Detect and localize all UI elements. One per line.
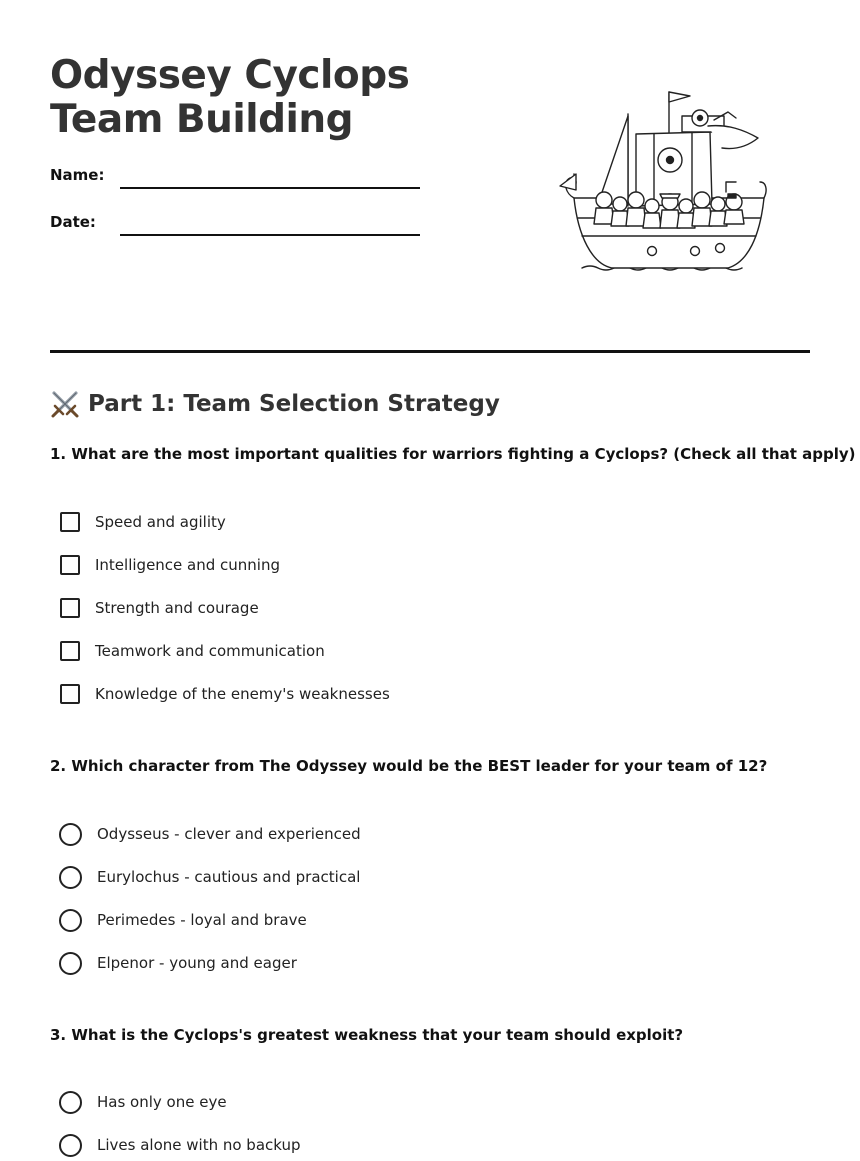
page-title: Odyssey Cyclops Team Building: [50, 53, 410, 142]
option-label: Speed and agility: [95, 513, 226, 531]
radio-button[interactable]: [59, 1091, 82, 1114]
q1-option-4[interactable]: [60, 638, 325, 664]
q2-option-3[interactable]: [60, 907, 307, 933]
option-label: Has only one eye: [97, 1093, 227, 1111]
radio-button[interactable]: [59, 823, 82, 846]
radio-button[interactable]: [59, 952, 82, 975]
option-label: Elpenor - young and eager: [97, 954, 297, 972]
radio-button[interactable]: [59, 1134, 82, 1157]
option-label: Eurylochus - cautious and practical: [97, 868, 361, 886]
question-1: 1. What are the most important qualities for warriors fighting a Cyclops? (Check all that apply): [50, 445, 856, 463]
option-label: Strength and courage: [95, 599, 259, 617]
checkbox[interactable]: [60, 555, 80, 575]
q1-option-5[interactable]: [60, 681, 390, 707]
q1-option-2[interactable]: [60, 552, 280, 578]
part1-heading: [50, 388, 500, 420]
section-divider: [50, 350, 810, 353]
checkbox[interactable]: [60, 684, 80, 704]
option-label: Lives alone with no backup: [97, 1136, 301, 1154]
option-label: Odysseus - clever and experienced: [97, 825, 361, 843]
q2-option-1[interactable]: [60, 821, 361, 847]
q3-option-1[interactable]: [60, 1089, 227, 1115]
ship-with-crew-icon: [552, 86, 768, 276]
checkbox[interactable]: [60, 641, 80, 661]
radio-button[interactable]: [59, 909, 82, 932]
q1-option-3[interactable]: [60, 595, 259, 621]
q2-option-2[interactable]: [60, 864, 360, 890]
option-label: Teamwork and communication: [95, 642, 325, 660]
option-label: Perimedes - loyal and brave: [97, 911, 307, 929]
part1-title: Part 1: Team Selection Strategy: [88, 391, 500, 417]
q2-option-4[interactable]: [60, 950, 297, 976]
option-label: Knowledge of the enemy's weaknesses: [95, 685, 390, 703]
crossed-swords-icon: [50, 389, 80, 419]
q1-option-1[interactable]: [60, 509, 226, 535]
question-3: 3. What is the Cyclops's greatest weakness that your team should exploit?: [50, 1026, 684, 1044]
date-label: Date:: [50, 213, 96, 231]
radio-button[interactable]: [59, 866, 82, 889]
name-field[interactable]: [120, 187, 420, 189]
option-label: Intelligence and cunning: [95, 556, 280, 574]
question-2: 2. Which character from The Odyssey would be the BEST leader for your team of 12?: [50, 757, 768, 775]
date-field[interactable]: [120, 234, 420, 236]
checkbox[interactable]: [60, 512, 80, 532]
checkbox[interactable]: [60, 598, 80, 618]
q3-option-2[interactable]: [60, 1132, 301, 1158]
name-label: Name:: [50, 166, 105, 184]
